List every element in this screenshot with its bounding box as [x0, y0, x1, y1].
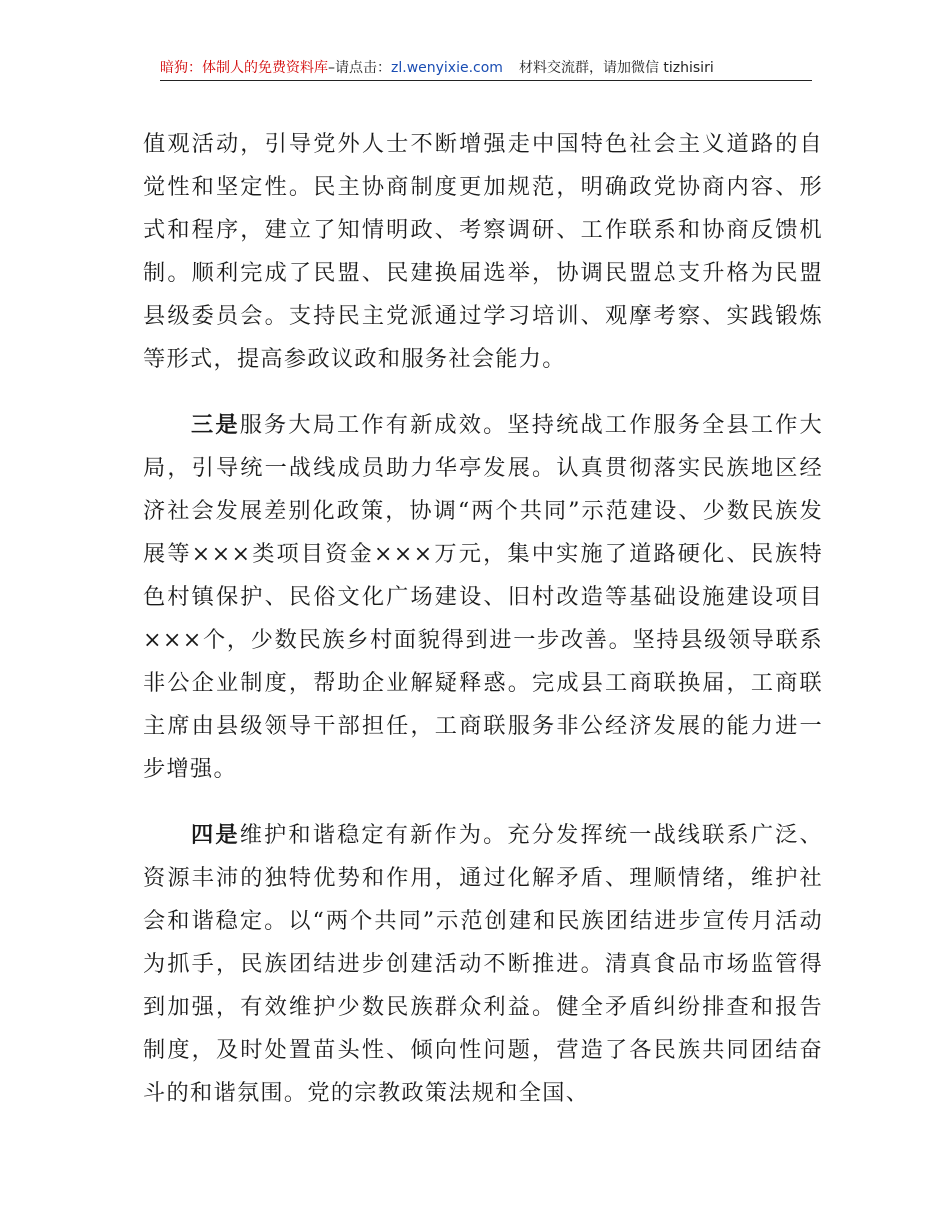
- document-header: [160, 58, 812, 81]
- paragraph-3-text: 维护和谐稳定有新作为。充分发挥统一战线联系广泛、资源丰沛的独特优势和作用，通过化解矛盾、理顺情绪，维护社会和谐稳定。以“两个共同”示范创建和民族团结进步宣传月活动为抓手，民族团结进步创建活动不断推进。清真食品市场监管得到加强，有效维护少数民族群众利益。健全矛盾纠纷排查和报告制度，及时处置苗头性、倾向性问题，营造了各民族共同团结奋斗的和谐氛围。党的宗教政策法规和全国、: [143, 822, 823, 1106]
- header-url-link[interactable]: zl.wenyixie.com: [391, 60, 503, 76]
- header-brand: 暗狗：体制人的免费资料库: [160, 60, 328, 76]
- paragraph-3-lead: 四是: [191, 822, 240, 848]
- paragraph-2-lead: 三是: [191, 412, 240, 438]
- paragraph-2-text: 服务大局工作有新成效。坚持统战工作服务全县工作大局，引导统一战线成员助力华亭发展。认真贯彻落实民族地区经济社会发展差别化政策，协调“两个共同”示范建设、少数民族发展等×××类项目资金×××万元，集中实施了道路硬化、民族特色村镇保护、民俗文化广场建设、旧村改造等基础设施建设项目×××个，少数民族乡村面貌得到进一步改善。坚持县级领导联系非公企业制度，帮助企业解疑释惑。完成县工商联换届，工商联主席由县级领导干部担任，工商联服务非公经济发展的能力进一步增强。: [143, 412, 823, 782]
- header-contact: 材料交流群，请加微信 tizhisiri: [518, 60, 714, 76]
- paragraph-1: [143, 123, 823, 381]
- paragraph-2: [143, 404, 823, 791]
- document-body: [143, 123, 823, 1115]
- paragraph-1-text: 值观活动，引导党外人士不断增强走中国特色社会主义道路的自觉性和坚定性。民主协商制度更加规范，明确政党协商内容、形式和程序，建立了知情明政、考察调研、工作联系和协商反馈机制。顺利完成了民盟、民建换届选举，协调民盟总支升格为民盟县级委员会。支持民主党派通过学习培训、观摩考察、实践锻炼等形式，提高参政议政和服务社会能力。: [143, 131, 823, 372]
- paragraph-3: [143, 814, 823, 1115]
- header-prompt: –请点击：: [328, 60, 391, 76]
